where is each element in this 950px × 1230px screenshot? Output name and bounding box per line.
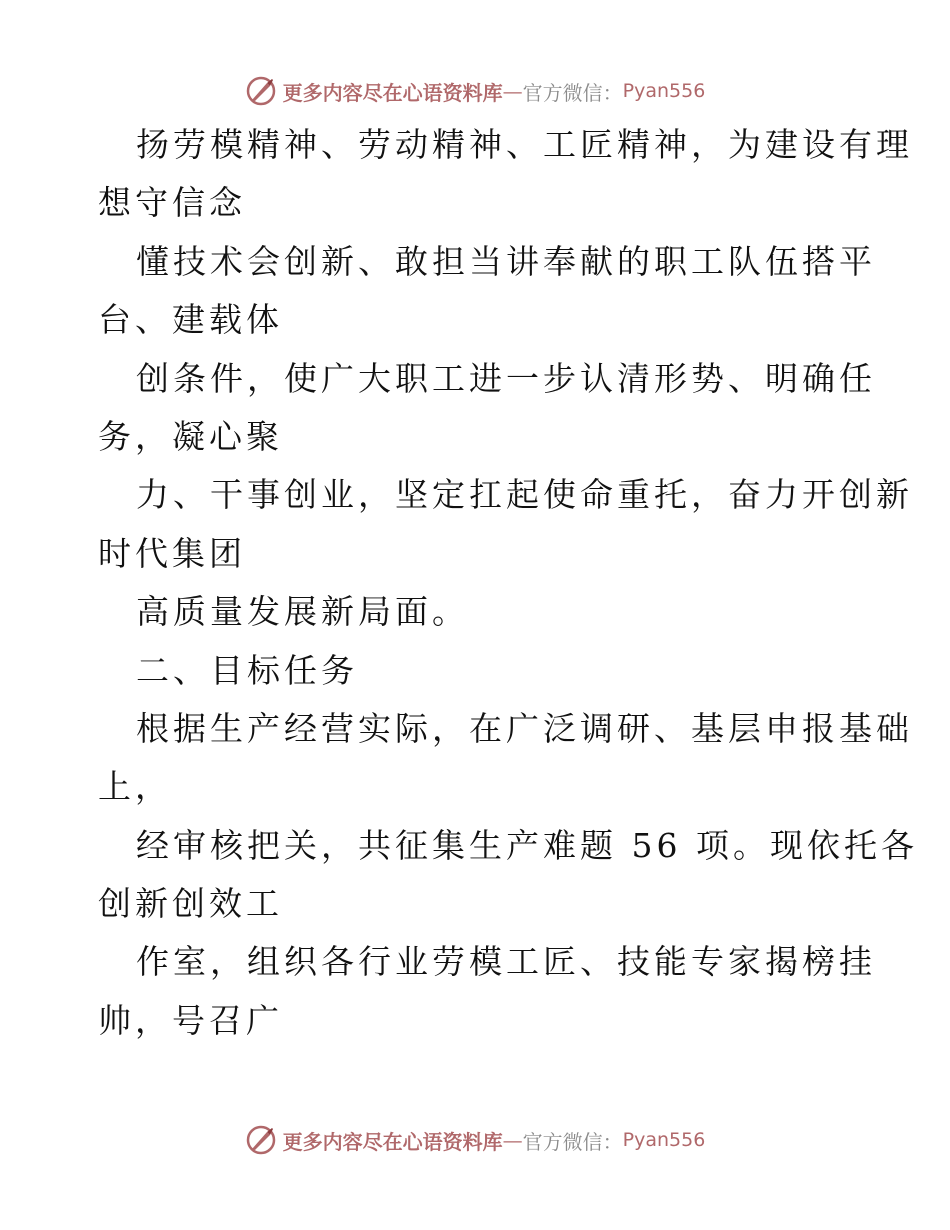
text-line: 想守信念 xyxy=(98,183,246,223)
section-heading: 二、目标任务 xyxy=(136,650,358,690)
text-line: 上， xyxy=(98,767,172,807)
watermark-brand: 更多内容尽在心语资料库 xyxy=(282,1129,503,1154)
text-line: 创条件，使广大职工进一步认清形势、明确任 xyxy=(136,358,876,398)
text-line: 创新创效工 xyxy=(98,884,283,924)
text-line: 力、干事创业，坚定扛起使命重托，奋力开创新 xyxy=(136,475,913,515)
text-line: 懂技术会创新、敢担当讲奉献的职工队伍搭平 xyxy=(136,241,876,281)
text-line: 经审核把关，共征集生产难题 56 项。现依托各 xyxy=(136,825,918,865)
watermark-brand: 更多内容尽在心语资料库 xyxy=(282,80,503,105)
text-line: 务，凝心聚 xyxy=(98,416,283,456)
quill-logo-icon xyxy=(245,75,277,107)
watermark-dash: — xyxy=(502,79,523,103)
text-line: 根据生产经营实际，在广泛调研、基层申报基础 xyxy=(136,708,913,748)
text-line: 台、建载体 xyxy=(98,300,283,340)
text-line: 高质量发展新局面。 xyxy=(136,592,469,632)
text-line: 作室，组织各行业劳模工匠、技能专家揭榜挂 xyxy=(136,942,876,982)
watermark-wechat-id: Pyan556 xyxy=(622,1129,706,1151)
text-line: 扬劳模精神、劳动精神、工匠精神，为建设有理 xyxy=(136,125,913,164)
watermark-wechat-id: Pyan556 xyxy=(622,80,706,102)
header-watermark xyxy=(0,71,950,111)
text-line: 帅，号召广 xyxy=(98,1000,283,1040)
footer-watermark xyxy=(0,1120,950,1160)
watermark-wechat-label: 官方微信： xyxy=(522,1129,623,1154)
text-line: 时代集团 xyxy=(98,533,246,573)
watermark-wechat-label: 官方微信： xyxy=(522,80,623,105)
watermark-dash: — xyxy=(502,1128,523,1152)
quill-logo-icon xyxy=(245,1124,277,1156)
document-body xyxy=(98,116,918,1050)
